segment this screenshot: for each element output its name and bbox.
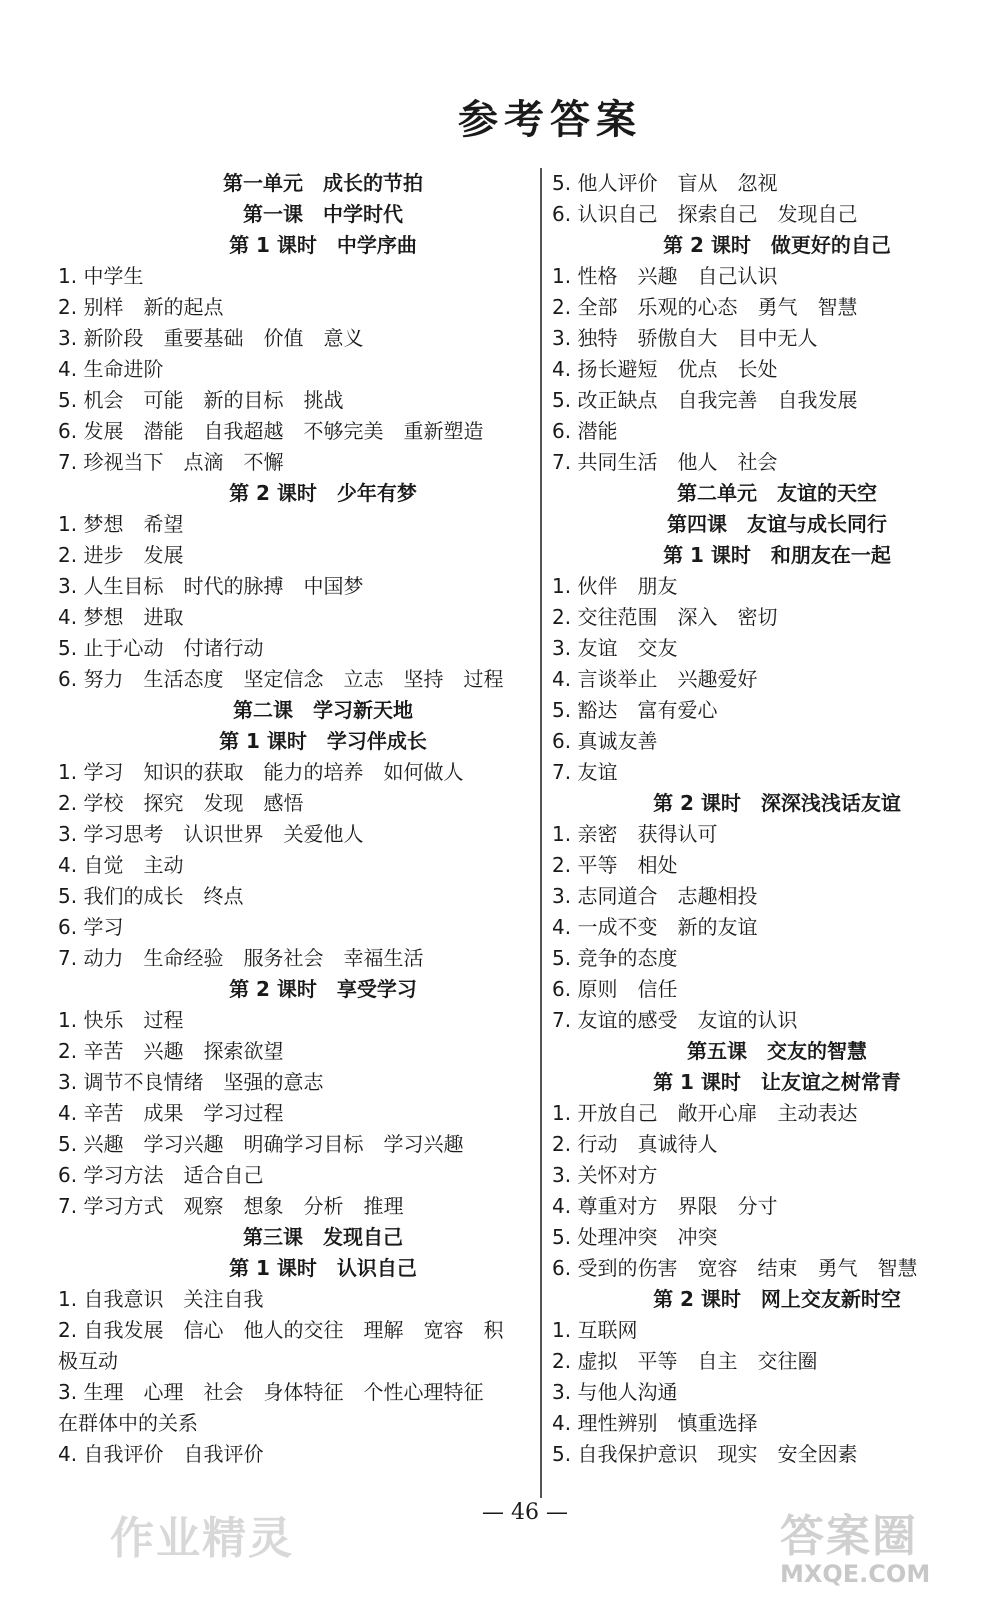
answer-line: 4. 辛苦 成果 学习过程 [58, 1101, 284, 1125]
answer-line: 5. 我们的成长 终点 [58, 884, 244, 908]
answer-line: 2. 平等 相处 [552, 853, 678, 877]
answer-line: 1. 亲密 获得认可 [552, 822, 718, 846]
answer-line: 1. 中学生 [58, 264, 144, 288]
answer-line: 3. 生理 心理 社会 身体特征 个性心理特征 [58, 1380, 484, 1404]
answer-line: 3. 学习思考 认识世界 关爱他人 [58, 822, 364, 846]
answer-line: 2. 行动 真诚待人 [552, 1132, 718, 1156]
section-heading: 第三课 发现自己 [243, 1225, 403, 1249]
answer-line: 7. 动力 生命经验 服务社会 幸福生活 [58, 946, 424, 970]
section-heading: 第 2 课时 深深浅浅话友谊 [653, 791, 901, 815]
answer-line: 在群体中的关系 [58, 1411, 198, 1435]
section-heading: 第 1 课时 认识自己 [229, 1256, 417, 1280]
column-divider [540, 168, 542, 1498]
answer-line: 1. 互联网 [552, 1318, 638, 1342]
answer-line: 7. 友谊 [552, 760, 618, 784]
answer-line: 2. 学校 探究 发现 感悟 [58, 791, 304, 815]
answer-line: 3. 独特 骄傲自大 目中无人 [552, 326, 818, 350]
answer-line: 7. 珍视当下 点滴 不懈 [58, 450, 284, 474]
answer-line: 3. 志同道合 志趣相投 [552, 884, 758, 908]
answer-line: 6. 原则 信任 [552, 977, 678, 1001]
answer-line: 6. 受到的伤害 宽容 结束 勇气 智慧 [552, 1256, 918, 1280]
section-heading: 第 2 课时 做更好的自己 [663, 233, 891, 257]
section-heading: 第 1 课时 中学序曲 [229, 233, 417, 257]
section-heading: 第二课 学习新天地 [233, 698, 413, 722]
answer-line: 4. 尊重对方 界限 分寸 [552, 1194, 778, 1218]
answer-line: 4. 言谈举止 兴趣爱好 [552, 667, 758, 691]
answer-line: 5. 自我保护意识 现实 安全因素 [552, 1442, 858, 1466]
section-heading: 第一单元 成长的节拍 [223, 171, 423, 195]
watermark-logo-right [780, 1500, 970, 1590]
answer-line: 2. 别样 新的起点 [58, 295, 224, 319]
answer-line: 3. 调节不良情绪 坚强的意志 [58, 1070, 324, 1094]
answer-line: 5. 机会 可能 新的目标 挑战 [58, 388, 344, 412]
answer-line: 6. 学习 [58, 915, 124, 939]
page-number: — 46 — [482, 1500, 568, 1525]
answer-line: 5. 豁达 富有爱心 [552, 698, 718, 722]
answer-line: 1. 伙伴 朋友 [552, 574, 678, 598]
answer-line: 6. 努力 生活态度 坚定信念 立志 坚持 过程 [58, 667, 504, 691]
answer-line: 6. 发展 潜能 自我超越 不够完美 重新塑造 [58, 419, 484, 443]
answer-line: 6. 学习方法 适合自己 [58, 1163, 264, 1187]
answer-line: 2. 交往范围 深入 密切 [552, 605, 778, 629]
section-heading: 第 2 课时 少年有梦 [229, 481, 417, 505]
right-answer-column [552, 168, 962, 1470]
answer-line: 7. 共同生活 他人 社会 [552, 450, 778, 474]
answer-line: 1. 梦想 希望 [58, 512, 184, 536]
answer-line: 4. 理性辨别 慎重选择 [552, 1411, 758, 1435]
answer-line: 4. 一成不变 新的友谊 [552, 915, 758, 939]
section-heading: 第 1 课时 学习伴成长 [219, 729, 427, 753]
section-heading: 第 1 课时 让友谊之树常青 [653, 1070, 901, 1094]
answer-line: 5. 兴趣 学习兴趣 明确学习目标 学习兴趣 [58, 1132, 464, 1156]
section-heading: 第 1 课时 和朋友在一起 [663, 543, 891, 567]
answer-line: 3. 友谊 交友 [552, 636, 678, 660]
answer-line: 1. 开放自己 敞开心扉 主动表达 [552, 1101, 858, 1125]
watermark-url: MXQE.COM [780, 1560, 931, 1588]
section-heading: 第四课 友谊与成长同行 [667, 512, 887, 536]
answer-line: 5. 处理冲突 冲突 [552, 1225, 718, 1249]
section-heading: 第五课 交友的智慧 [687, 1039, 867, 1063]
answer-line: 6. 潜能 [552, 419, 618, 443]
section-heading: 第 2 课时 享受学习 [229, 977, 417, 1001]
answer-line: 2. 辛苦 兴趣 探索欲望 [58, 1039, 284, 1063]
answer-line: 6. 真诚友善 [552, 729, 658, 753]
answer-line: 7. 友谊的感受 友谊的认识 [552, 1008, 798, 1032]
section-heading: 第 2 课时 网上交友新时空 [653, 1287, 901, 1311]
answer-line: 4. 自觉 主动 [58, 853, 184, 877]
answer-line: 4. 自我评价 自我评价 [58, 1442, 264, 1466]
answer-line: 4. 扬长避短 优点 长处 [552, 357, 778, 381]
answer-line: 3. 关怀对方 [552, 1163, 658, 1187]
answer-line: 3. 新阶段 重要基础 价值 意义 [58, 326, 364, 350]
answer-line: 5. 止于心动 付诸行动 [58, 636, 264, 660]
left-answer-column [58, 168, 528, 1470]
section-heading: 第二单元 友谊的天空 [677, 481, 877, 505]
answer-line: 5. 竞争的态度 [552, 946, 678, 970]
watermark-logo-text: 答案圈 [780, 1511, 918, 1562]
answer-line: 极互动 [58, 1349, 118, 1373]
answer-line: 3. 与他人沟通 [552, 1380, 678, 1404]
section-heading: 第一课 中学时代 [243, 202, 403, 226]
answer-line: 2. 自我发展 信心 他人的交往 理解 宽容 积 [58, 1318, 504, 1342]
answer-line: 6. 认识自己 探索自己 发现自己 [552, 202, 858, 226]
answer-line: 7. 学习方式 观察 想象 分析 推理 [58, 1194, 404, 1218]
answer-line: 2. 虚拟 平等 自主 交往圈 [552, 1349, 818, 1373]
answer-line: 2. 全部 乐观的心态 勇气 智慧 [552, 295, 858, 319]
answer-line: 1. 快乐 过程 [58, 1008, 184, 1032]
answer-line: 1. 自我意识 关注自我 [58, 1287, 264, 1311]
answer-line: 5. 他人评价 盲从 忽视 [552, 171, 778, 195]
answer-line: 1. 学习 知识的获取 能力的培养 如何做人 [58, 760, 464, 784]
answer-line: 4. 生命进阶 [58, 357, 164, 381]
watermark-logo-left: 作业精灵 [110, 1513, 294, 1564]
answer-line: 1. 性格 兴趣 自己认识 [552, 264, 778, 288]
answer-line: 4. 梦想 进取 [58, 605, 184, 629]
page-title: 参考答案 [458, 96, 642, 143]
answer-line: 2. 进步 发展 [58, 543, 184, 567]
answer-line: 5. 改正缺点 自我完善 自我发展 [552, 388, 858, 412]
answer-line: 3. 人生目标 时代的脉搏 中国梦 [58, 574, 364, 598]
